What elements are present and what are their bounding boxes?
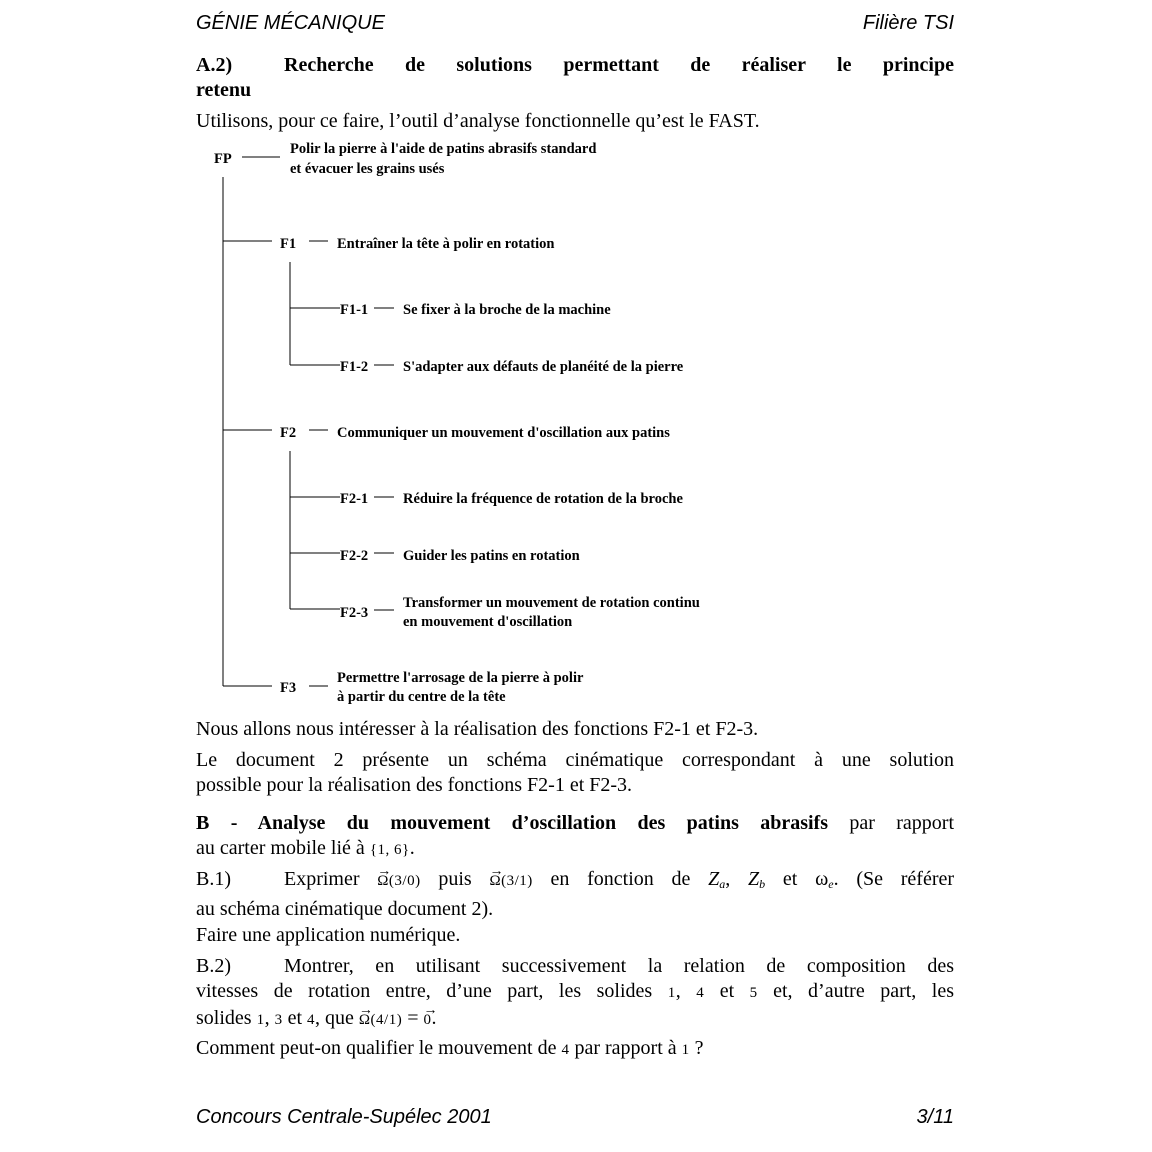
fast-f2-code: F2: [280, 425, 297, 441]
fast-f3-text-line1: Permettre l'arrosage de la pierre à polir: [337, 670, 584, 686]
body-paragraph-1: Nous allons nous intéresser à la réalisation des fonctions F2-1 et F2-3.: [196, 718, 759, 740]
question-b1-post: en fonction de: [532, 868, 709, 890]
question-b2-q-a: Comment peut-on qualifier le mouvement de: [196, 1037, 562, 1059]
var-za: Z: [708, 868, 720, 890]
var-zb-sub: b: [759, 877, 766, 891]
question-b1-et: et: [765, 868, 816, 890]
section-a2-title-line2: retenu: [196, 79, 252, 101]
et: et: [704, 980, 750, 1002]
footer-page-number: 3/11: [916, 1106, 954, 1128]
section-b-title-rest: par rapport: [828, 812, 954, 834]
var-za-sub: a: [719, 877, 726, 891]
header-subject: GÉNIE MÉCANIQUE: [196, 12, 385, 34]
question-b2-line3: [196, 1006, 954, 1033]
section-b-heading-line2: [196, 836, 954, 863]
fast-f1-2-text: S'adapter aux défauts de planéité de la pierre: [403, 359, 684, 375]
question-b1-line2: au schéma cinématique document 2).: [196, 898, 494, 920]
fast-f2-1-text: Réduire la fréquence de rotation de la broche: [403, 491, 683, 507]
fast-f3-text-line2: à partir du centre de la tête: [337, 689, 506, 705]
fast-f2-2-text: Guider les patins en rotation: [403, 548, 580, 564]
equals: =: [402, 1007, 424, 1029]
solid-3: 3: [274, 1012, 283, 1028]
omega-4-1: → Ω(4/1): [359, 1008, 402, 1033]
fast-f2-3-text-line1: Transformer un mouvement de rotation continu: [403, 595, 700, 611]
question-b1-pre: Exprimer: [284, 868, 378, 890]
fast-f3-code: F3: [280, 680, 297, 696]
question-b2-line1-text: Montrer, en utilisant successivement la relation de composition des: [284, 955, 954, 977]
fast-f1-1-code: F1-1: [340, 302, 369, 318]
question-b2-number: B.2): [196, 955, 231, 977]
fast-f2-3-code: F2-3: [340, 605, 369, 621]
fast-f1-code: F1: [280, 236, 297, 252]
question-b1-number: B.1): [196, 868, 231, 890]
section-a2-title-text: Recherche de solutions permettant de réaliser le principe: [284, 54, 954, 76]
var-omega-e-sub: e: [828, 877, 834, 891]
section-b-heading-line1: [196, 811, 954, 836]
question-b2-line2-a: vitesses de rotation entre, d’une part, les solides: [196, 980, 668, 1002]
body-paragraph-2-line2: possible pour la réalisation des fonctions F2-1 et F2-3.: [196, 774, 633, 796]
question-b1: [196, 867, 954, 922]
question-b1-sep: ,: [725, 868, 749, 890]
fast-f1-1-text: Se fixer à la broche de la machine: [403, 302, 611, 318]
body-paragraph-2: [196, 748, 954, 798]
header-track: Filière TSI: [862, 12, 954, 34]
comma: ,: [675, 980, 697, 1002]
section-b-title: B - Analyse du mouvement d’oscillation des patins abrasifs: [196, 812, 828, 834]
solid-4: 4: [307, 1012, 315, 1028]
question-b2: [196, 954, 954, 1033]
solid-5: 5: [749, 985, 758, 1001]
solid-1: 1: [681, 1042, 690, 1058]
et: et: [282, 1007, 307, 1029]
footer-contest: Concours Centrale-Supélec 2001: [196, 1106, 492, 1128]
question-b2-q-c: ?: [689, 1037, 704, 1059]
fast-fp-text-line1: Polir la pierre à l'aide de patins abrasifs standard: [290, 141, 597, 157]
question-b1-line1: [196, 867, 954, 897]
section-b-set: {1, 6}: [369, 842, 410, 858]
omega-3-0: → Ω(3/0): [377, 869, 420, 894]
section-b-heading: [196, 811, 954, 863]
period: .: [431, 1007, 437, 1029]
section-b-line2-end: .: [409, 837, 415, 859]
fast-f2-3-text-line2: en mouvement d'oscillation: [403, 614, 573, 630]
section-a2-number: A.2): [196, 54, 233, 76]
section-b-line2-text: au carter mobile lié à: [196, 837, 370, 859]
fast-f1-2-code: F1-2: [340, 359, 369, 375]
fast-f2-text: Communiquer un mouvement d'oscillation aux patins: [337, 425, 670, 441]
var-zb: Z: [748, 868, 760, 890]
section-a2-intro: Utilisons, pour ce faire, l’outil d’analyse fonctionnelle qu’est le FAST.: [196, 110, 760, 132]
question-b1-application: Faire une application numérique.: [196, 924, 461, 946]
zero-vector: → 0: [423, 1008, 431, 1033]
solid-4: 4: [561, 1042, 570, 1058]
fast-fp-code: FP: [214, 151, 232, 167]
solid-1: 1: [667, 985, 676, 1001]
omega-3-1: → Ω(3/1): [489, 869, 532, 894]
question-b2-question: [196, 1036, 954, 1063]
question-b2-line2-b: et, d’autre part, les: [757, 980, 954, 1002]
question-b1-mid: puis: [420, 868, 490, 890]
question-b2-line2: [196, 979, 954, 1006]
fast-fp-text-line2: et évacuer les grains usés: [290, 161, 445, 177]
solid-1: 1: [256, 1012, 265, 1028]
var-omega-e: ω: [815, 868, 829, 890]
fast-f1-text: Entraîner la tête à polir en rotation: [337, 236, 555, 252]
question-b2-line3-b: , que: [315, 1007, 359, 1029]
fast-f2-1-code: F2-1: [340, 491, 369, 507]
question-b2-line1: [196, 954, 954, 979]
solid-4: 4: [696, 985, 705, 1001]
question-b2-line3-a: solides: [196, 1007, 257, 1029]
fast-f2-2-code: F2-2: [340, 548, 369, 564]
comma: ,: [264, 1007, 275, 1029]
body-paragraph-2-line1: Le document 2 présente un schéma cinématique correspondant à une solution: [196, 749, 954, 771]
question-b2-q-b: par rapport à: [569, 1037, 682, 1059]
question-b1-end: . (Se référer: [833, 868, 955, 890]
